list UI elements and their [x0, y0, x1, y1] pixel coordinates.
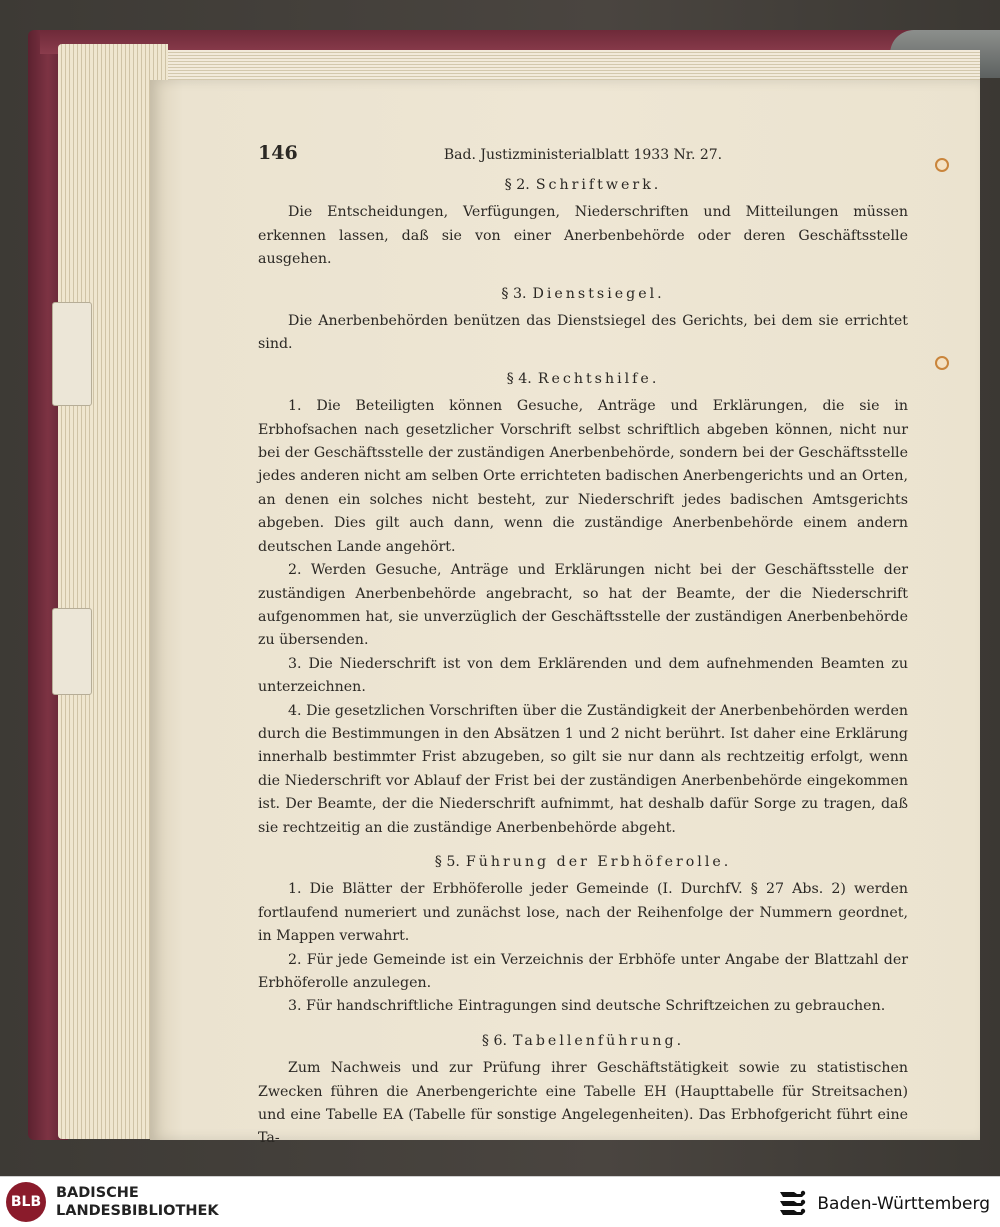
state-logo[interactable]: [777, 1189, 990, 1219]
section-heading: § 5. Führung der Erbhöferolle.: [434, 853, 732, 870]
page-marker-tab: [52, 302, 92, 406]
paragraph: 3. Die Niederschrift ist von dem Erklärenden und dem aufnehmenden Beamten zu unterzeichnen.: [258, 655, 908, 696]
library-name[interactable]: BADISCHE LANDESBIBLIOTHEK: [56, 1185, 219, 1219]
paragraph: 2. Für jede Gemeinde ist ein Verzeichnis der Erbhöfe unter Angabe der Blattzahl der Erbhöferolle anzulegen.: [258, 951, 908, 991]
section-heading: § 2. Schriftwerk.: [504, 177, 662, 193]
section-heading: § 6. Tabellenführung.: [481, 1032, 685, 1049]
page-text: [258, 138, 908, 1151]
paragraph: 2. Werden Gesuche, Anträge und Erklärungen nicht bei der Geschäftsstelle der zuständigen Anerbenbehörde angebracht, so hat der Beamte, der die Niederschrift aufgenommen hat, sie unverzüglich der Geschäftsstelle der zuständigen Anerbenbehörde zu übersenden.: [258, 562, 908, 649]
binding-ring-icon: [935, 158, 949, 172]
section-heading: § 3. Dienstsiegel.: [501, 285, 665, 302]
section-heading: § 4. Rechtshilfe.: [506, 370, 660, 387]
page-marker-tab: [52, 608, 92, 695]
paragraph: 1. Die Beteiligten können Gesuche, Anträge und Erklärungen, die sie in Erbhofsachen nach gesetzlicher Vorschrift selbst schriftlich abgeben können, nicht nur bei der Geschäftsstelle der zuständigen Anerbenbehörde, sondern bei der Geschäftsstelle jedes anderen nicht am selben Orte errichteten badischen Anerbengerichts und an Orten, an denen ein solches nicht besteht, zur Niederschrift jedes badischen Amtsgerichts abgeben. Dies gilt auch dann, wenn die zuständige Anerbenbehörde einem andern deutschen Lande angehört.: [258, 398, 908, 555]
running-title: Bad. Justizministerialblatt 1933 Nr. 27.: [443, 147, 723, 163]
paragraph: Die Entscheidungen, Verfügungen, Niederschriften und Mitteilungen müssen erkennen lassen, daß sie von einer Anerbenbehörde oder deren Geschäftsstelle ausgehen.: [258, 204, 908, 268]
page-header: [258, 138, 908, 174]
paragraph: Zum Nachweis und zur Prüfung ihrer Geschäftstätigkeit sowie zu statistischen Zwecken führen die Anerbengerichte eine Tabelle EH (Haupttabelle für Streitsachen) und eine Tabelle EA (Tabelle für sonstige Angelegenheiten). Das Erbhofgericht führt eine Ta-: [258, 1060, 908, 1147]
binding-ring-icon: [935, 356, 949, 370]
blb-logo-icon[interactable]: BLB: [6, 1182, 46, 1222]
page-number: 146: [258, 142, 298, 164]
paragraph: 3. Für handschriftliche Eintragungen sind deutsche Schriftzeichen zu gebrauchen.: [288, 998, 886, 1015]
paragraph: 1. Die Blätter der Erbhöferolle jeder Gemeinde (I. DurchfV. § 27 Abs. 2) werden fortlaufend numeriert und zunächst lose, nach der Reihenfolge der Nummern geordnet, in Mappen verwahrt.: [258, 881, 908, 945]
page-stack-top: [70, 50, 980, 80]
three-lions-icon: [777, 1189, 809, 1219]
viewer-footer: [0, 1176, 1000, 1227]
paragraph: 4. Die gesetzlichen Vorschriften über die Zuständigkeit der Anerbenbehörden werden durch die Bestimmungen in den Absätzen 1 und 2 nicht berührt. Ist daher eine Erklärung innerhalb bestimmter Frist abzugeben, so gilt sie nur dann als rechtzeitig erfolgt, wenn die Niederschrift vor Ablauf der Frist bei der zuständigen Anerbenbehörde eingekommen ist. Der Beamte, der die Niederschrift aufnimmt, hat deshalb dafür Sorge zu tragen, daß sie rechtzeitig an die zuständige Anerbenbehörde abgeht.: [258, 702, 908, 836]
paragraph: Die Anerbenbehörden benützen das Dienstsiegel des Gerichts, bei dem sie errichtet sind.: [258, 313, 908, 353]
state-name: Baden-Württemberg: [817, 1194, 990, 1214]
